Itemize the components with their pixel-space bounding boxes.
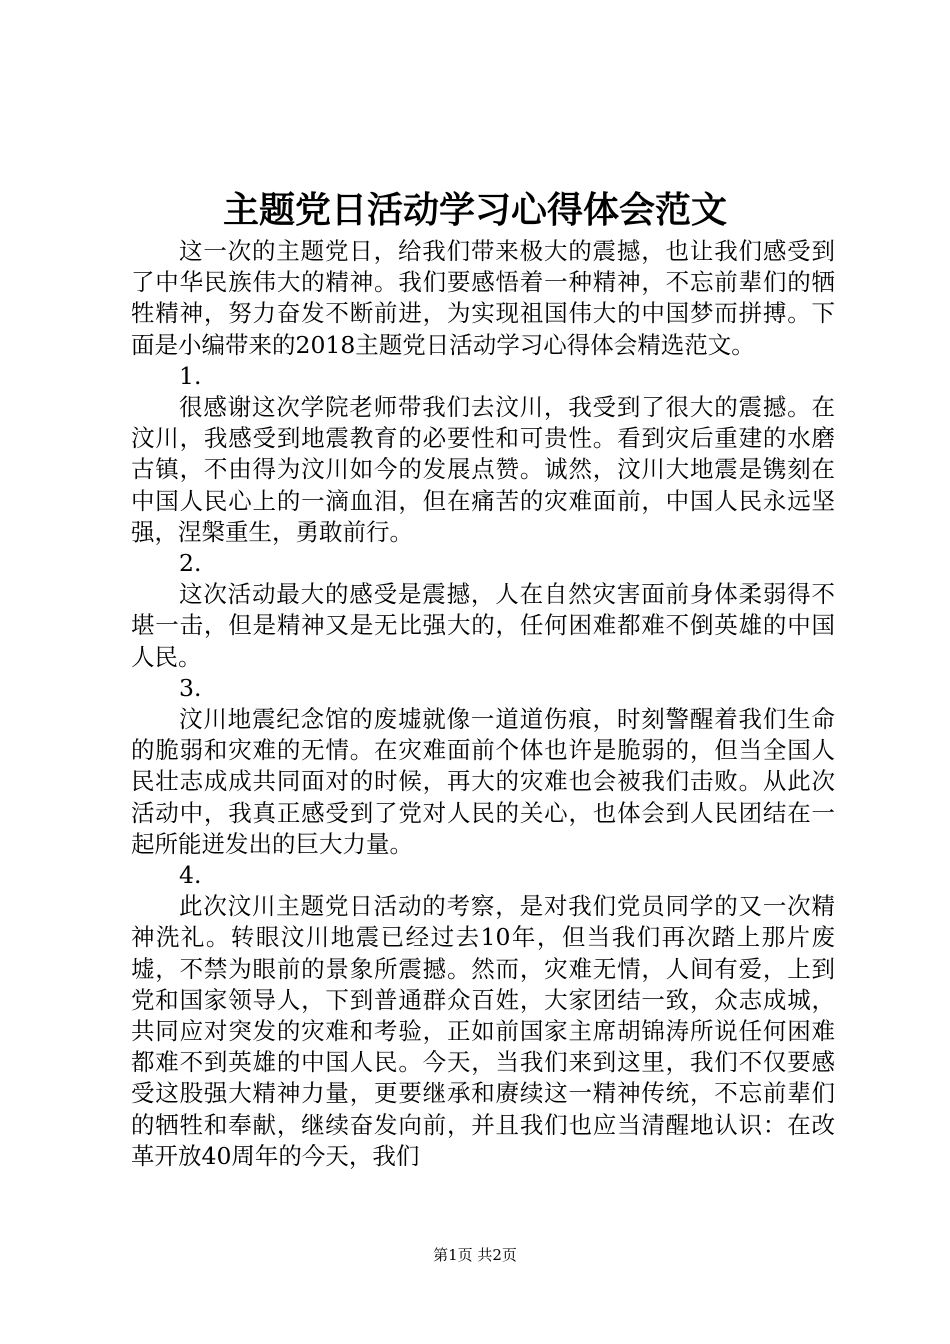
section-number: 1. <box>179 361 202 390</box>
page-title: 主题党日活动学习心得体会范文 <box>222 189 727 231</box>
section-number: 3. <box>179 673 202 702</box>
section-number: 4. <box>179 861 202 890</box>
section-paragraph: 此次汶川主题党日活动的考察，是对我们党员同学的又一次精神洗礼。转眼汶川地震已经过去10年，但当我们再次踏上那片废墟，不禁为眼前的景象所震撼。然而，灾难无情，人间有爱，上到党和国家领导人，下到普通群众百姓，大家团结一致，众志成城，共同应对突发的灾难和考验，正如前国家主席胡锦涛所说任何困难都难不到英雄的中国人民。今天，当我们来到这里，我们不仅要感受这股强大精神力量，更要继承和赓续这一精神传统，不忘前辈们的牺牲和奉献，继续奋发向前，并且我们也应当清醒地认识：在改革开放40周年的今天，我们 <box>131 892 835 1170</box>
document-body <box>131 236 835 1172</box>
section-number: 2. <box>179 549 202 578</box>
section-paragraph: 汶川地震纪念馆的废墟就像一道道伤痕，时刻警醒着我们生命的脆弱和灾难的无情。在灾难面前个体也许是脆弱的，但当全国人民壮志成成共同面对的时候，再大的灾难也会被我们击败。从此次活动中，我真正感受到了党对人民的关心，也体会到人民团结在一起所能迸发出的巨大力量。 <box>131 705 835 858</box>
section-paragraph: 这次活动最大的感受是震撼，人在自然灾害面前身体柔弱得不堪一击，但是精神又是无比强大的，任何困难都难不倒英雄的中国人民。 <box>131 580 835 671</box>
section-paragraph: 很感谢这次学院老师带我们去汶川，我受到了很大的震撼。在汶川，我感受到地震教育的必要性和可贵性。看到灾后重建的水磨古镇，不由得为汶川如今的发展点赞。诚然，汶川大地震是镌刻在中国人民心上的一滴血泪，但在痛苦的灾难面前，中国人民永远坚强，涅槃重生，勇敢前行。 <box>131 393 835 546</box>
page-footer: 第1页 共2页 <box>433 1246 517 1264</box>
intro-paragraph: 这一次的主题党日，给我们带来极大的震撼，也让我们感受到了中华民族伟大的精神。我们要感悟着一种精神，不忘前辈们的牺牲精神，努力奋发不断前进，为实现祖国伟大的中国梦而拼搏。下面是小编带来的2018主题党日活动学习心得体会精选范文。 <box>131 237 835 359</box>
